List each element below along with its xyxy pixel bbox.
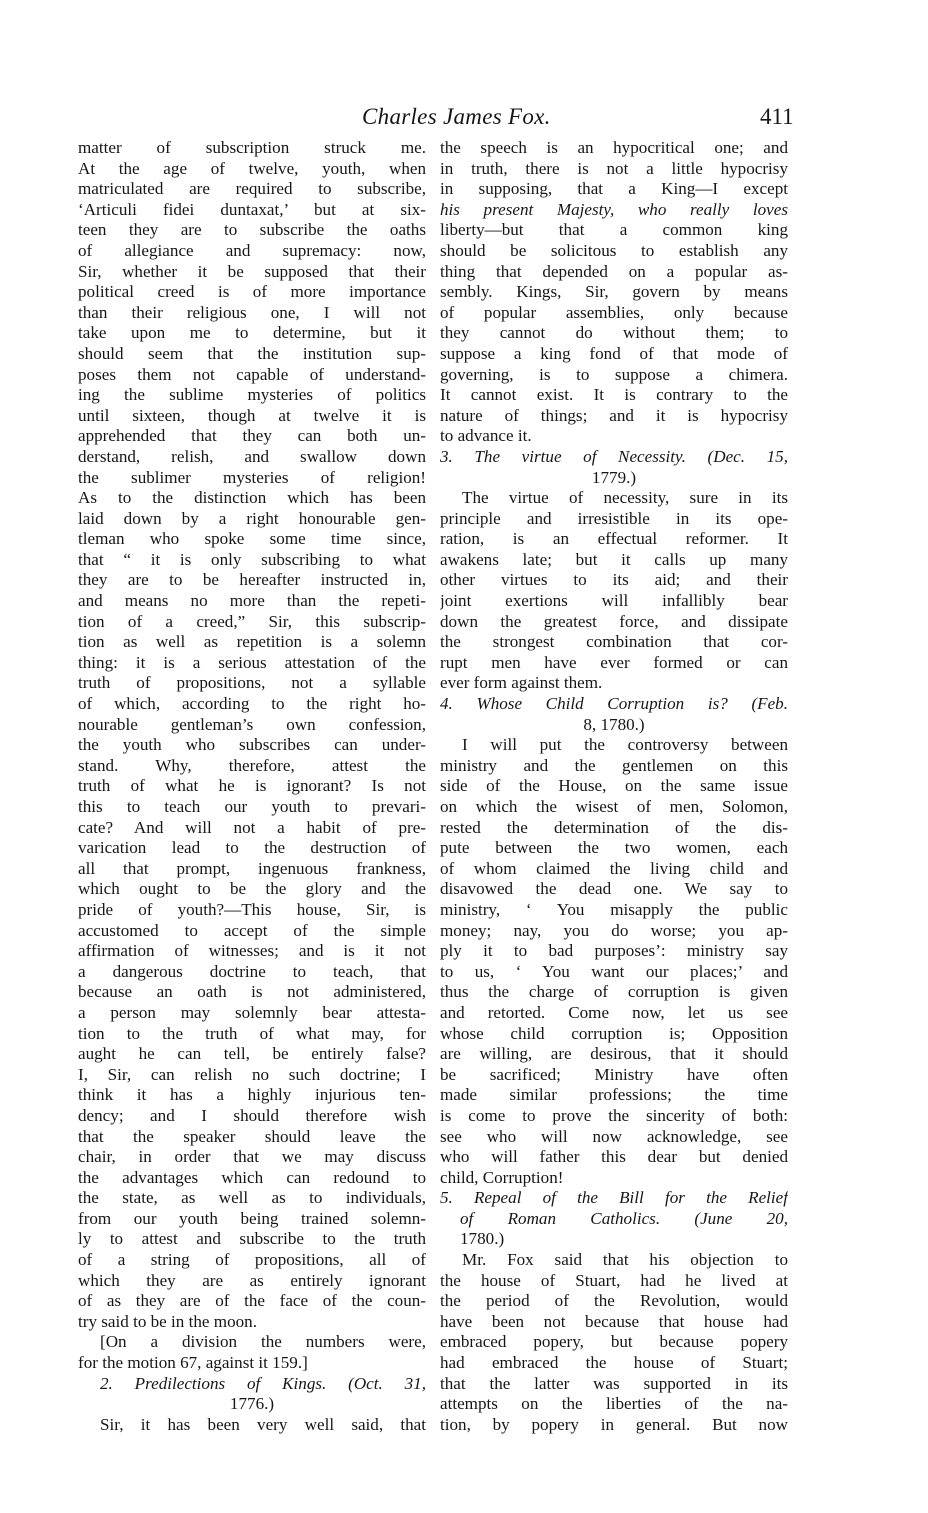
text-line: the state, as well as to individuals, <box>78 1188 426 1208</box>
text-line: ministry and the gentlemen on this <box>440 755 788 775</box>
text-line: the speech is an hypocritical one; and <box>440 138 788 157</box>
running-title: Charles James Fox. <box>362 104 551 129</box>
text-line: Sir, whether it be supposed that their <box>78 261 426 281</box>
text-line: which ought to be the glory and the <box>78 879 426 899</box>
text-line: pride of youth?—This house, Sir, is <box>78 899 426 919</box>
text-line: At the age of twelve, youth, when <box>78 158 426 178</box>
text-line: to us, ‘ You want our places;’ and <box>440 961 788 981</box>
text-line: stand. Why, therefore, attest the <box>78 755 426 775</box>
text-line: because an oath is not administered, <box>78 982 426 1002</box>
text-line: matter of subscription struck me. <box>78 138 426 157</box>
text-line: rupt men have ever formed or can <box>440 652 788 672</box>
text-line: this to teach our youth to prevari- <box>78 797 426 816</box>
text-line: ly to attest and subscribe to the truth <box>78 1229 426 1249</box>
text-line: 4. Whose Child Corruption is? (Feb. <box>440 694 788 714</box>
text-line: than their religious one, I will not <box>78 302 426 322</box>
text-line: of popular assemblies, only because <box>440 302 788 322</box>
text-line: that the latter was supported in its <box>440 1373 788 1393</box>
text-line: aught he can tell, be entirely false? <box>78 1044 426 1064</box>
text-line: thing: it is a serious attestation of the <box>78 652 426 672</box>
text-line: they cannot do without them; to <box>440 323 788 343</box>
text-line: who will father this dear but denied <box>440 1147 788 1167</box>
text-line: ing the sublime mysteries of politics <box>78 385 426 405</box>
text-line: to advance it. <box>440 426 532 446</box>
text-line: of Roman Catholics. (June 20, <box>460 1208 788 1228</box>
text-line: be sacrificed; Ministry have often <box>440 1064 788 1084</box>
text-line: political creed is of more importance <box>78 282 426 302</box>
text-line: 8, 1780.) <box>583 714 645 734</box>
text-line: attempts on the liberties of the na- <box>440 1394 788 1414</box>
text-line: had embraced the house of Stuart; <box>440 1353 788 1373</box>
text-line: 1776.) <box>229 1394 275 1414</box>
text-line: tion of a creed,” Sir, this subscrip- <box>78 611 426 631</box>
text-line: apprehended that they can both un- <box>78 426 426 446</box>
text-line: thing that depended on a popular as- <box>440 261 788 281</box>
left-column <box>78 138 426 1435</box>
text-line: that “ it is only subscribing to what <box>78 549 426 569</box>
text-line: for the motion 67, against it 159.] <box>78 1353 308 1373</box>
text-line: other virtues to its aid; and their <box>440 570 788 590</box>
text-line: whose child corruption is; Opposition <box>440 1023 788 1043</box>
text-line: should seem that the institution sup- <box>78 343 426 363</box>
text-line: laid down by a right honourable gen- <box>78 508 426 528</box>
text-line: affirmation of witnesses; and is it not <box>78 941 426 961</box>
text-line: matriculated are required to subscribe, <box>78 179 426 199</box>
text-line: are willing, are desirous, that it should <box>440 1044 788 1064</box>
text-line: in truth, there is not a little hypocrisy <box>440 158 788 178</box>
text-line: on which the wisest of men, Solomon, <box>440 797 788 816</box>
text-line: of a string of propositions, all of <box>78 1250 426 1270</box>
text-line: of as they are of the face of the coun- <box>78 1291 426 1311</box>
text-line: 1779.) <box>591 467 637 487</box>
text-line: 3. The virtue of Necessity. (Dec. 15, <box>440 446 788 466</box>
text-line: tion, by popery in general. But now <box>440 1414 788 1434</box>
text-line: Mr. Fox said that his objection to <box>462 1250 788 1270</box>
text-line: is come to prove the sincerity of both: <box>440 1105 788 1125</box>
text-line: the advantages which can redound to <box>78 1167 426 1187</box>
text-line: As to the distinction which has been <box>78 488 426 508</box>
text-line: 2. Predilections of Kings. (Oct. 31, <box>100 1373 426 1393</box>
text-line: from our youth being trained solemn- <box>78 1208 426 1228</box>
text-line: embraced popery, but because popery <box>440 1332 788 1352</box>
text-line: that the speaker should leave the <box>78 1126 426 1146</box>
text-line: ration, is an effectual reformer. It <box>440 529 788 549</box>
text-line: awakens late; but it calls up many <box>440 549 788 569</box>
text-line: joint exertions will infallibly bear <box>440 591 788 611</box>
text-line: the period of the Revolution, would <box>440 1291 788 1311</box>
text-line: sembly. Kings, Sir, govern by means <box>440 282 788 302</box>
right-column <box>440 138 788 1435</box>
text-line: all that prompt, ingenuous frankness, <box>78 858 426 878</box>
text-line: ‘Articuli fidei duntaxat,’ but at six- <box>78 199 426 219</box>
text-line: thus the charge of corruption is given <box>440 982 788 1002</box>
text-line: dency; and I should therefore wish <box>78 1105 426 1125</box>
text-line: of whom claimed the living child and <box>440 858 788 878</box>
text-line: down the greatest force, and dissipate <box>440 611 788 631</box>
text-line: liberty—but that a common king <box>440 220 788 240</box>
text-line: nourable gentleman’s own confession, <box>78 714 426 734</box>
text-line: disavowed the dead one. We say to <box>440 879 788 899</box>
text-line: 1780.) <box>460 1229 505 1249</box>
text-line: cate? And will not a habit of pre- <box>78 817 426 837</box>
text-line: take upon me to determine, but it <box>78 323 426 343</box>
text-line: have been not because that house had <box>440 1311 788 1331</box>
text-line: truth of propositions, not a syllable <box>78 673 426 693</box>
text-line: accustomed to accept of the simple <box>78 920 426 940</box>
text-line: money; nay, you do worse; you ap- <box>440 920 788 940</box>
text-line: the youth who subscribes can under- <box>78 735 426 755</box>
text-line: the strongest combination that cor- <box>440 632 788 652</box>
text-line: and means no more than the repeti- <box>78 591 426 611</box>
text-line: which they are as entirely ignorant <box>78 1270 426 1290</box>
text-line: tion to the truth of what may, for <box>78 1023 426 1043</box>
text-line: poses them not capable of understand- <box>78 364 426 384</box>
text-line: governing, is to suppose a chimera. <box>440 364 788 384</box>
text-line: It cannot exist. It is contrary to the <box>440 385 788 405</box>
text-line: rested the determination of the dis- <box>440 817 788 837</box>
text-line: of allegiance and supremacy: now, <box>78 240 426 260</box>
text-line: made similar professions; the time <box>440 1085 788 1105</box>
text-line: a person may solemnly bear attesta- <box>78 1002 426 1022</box>
text-line: they are to be hereafter instructed in, <box>78 570 426 590</box>
text-line: of which, according to the right ho- <box>78 694 426 714</box>
text-line: see who will now acknowledge, see <box>440 1126 788 1146</box>
text-line: ministry, ‘ You misapply the public <box>440 899 788 919</box>
text-line: ply it to bad purposes’: ministry say <box>440 941 788 961</box>
text-line: in supposing, that a King—I except <box>440 179 788 199</box>
text-line: pute between the two women, each <box>440 838 788 858</box>
text-line: varication lead to the destruction of <box>78 838 426 858</box>
text-line: side of the House, on the same issue <box>440 776 788 796</box>
text-line: teen they are to subscribe the oaths <box>78 220 426 240</box>
text-line: derstand, relish, and swallow down <box>78 446 426 466</box>
text-line: I, Sir, can relish no such doctrine; I <box>78 1064 426 1084</box>
page-number: 411 <box>760 104 794 129</box>
text-line: a dangerous doctrine to teach, that <box>78 961 426 981</box>
text-line: his present Majesty, who really loves <box>440 199 788 219</box>
text-line: principle and irresistible in its ope- <box>440 508 788 528</box>
text-line: Sir, it has been very well said, that <box>100 1414 426 1434</box>
text-line: the sublimer mysteries of religion! <box>78 467 426 487</box>
text-line: the house of Stuart, had he lived at <box>440 1270 788 1290</box>
text-line: tleman who spoke some time since, <box>78 529 426 549</box>
text-line: chair, in order that we may discuss <box>78 1147 426 1167</box>
running-head <box>0 100 928 140</box>
text-line: tion as well as repetition is a solemn <box>78 632 426 652</box>
text-line: nature of things; and it is hypocrisy <box>440 405 788 425</box>
text-line: [On a division the numbers were, <box>100 1332 426 1352</box>
text-line: The virtue of necessity, sure in its <box>462 488 788 508</box>
text-line: until sixteen, though at twelve it is <box>78 405 426 425</box>
text-line: truth of what he is ignorant? Is not <box>78 776 426 796</box>
text-line: suppose a king fond of that mode of <box>440 343 788 363</box>
text-line: 5. Repeal of the Bill for the Relief <box>440 1188 788 1208</box>
text-line: I will put the controversy between <box>462 735 788 755</box>
text-line: think it has a highly injurious ten- <box>78 1085 426 1105</box>
text-line: should be solicitous to establish any <box>440 240 788 260</box>
text-line: try said to be in the moon. <box>78 1311 257 1331</box>
text-line: ever form against them. <box>440 673 603 693</box>
text-line: child, Corruption! <box>440 1167 564 1187</box>
text-line: and retorted. Come now, let us see <box>440 1002 788 1022</box>
